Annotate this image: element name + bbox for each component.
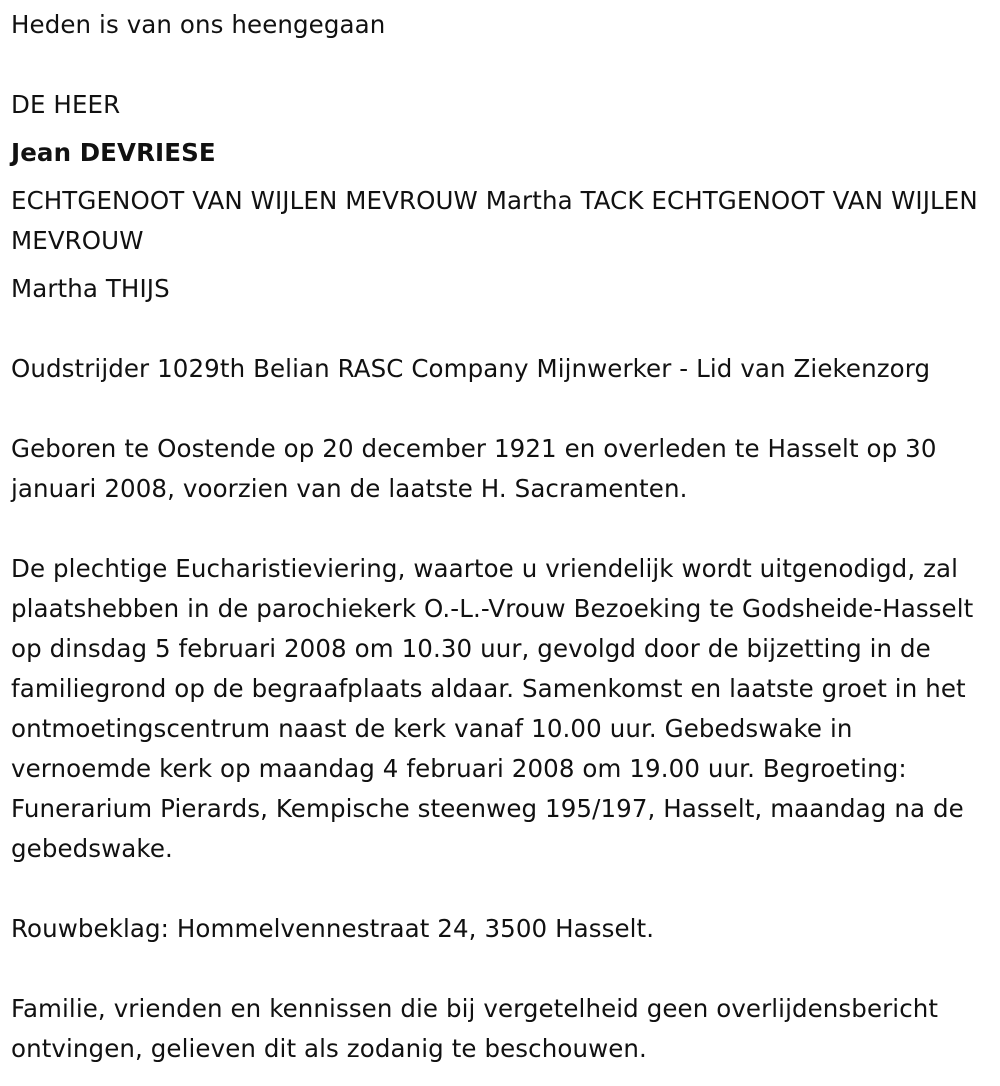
condolence-address: Rouwbeklag: Hommelvennestraat 24, 3500 Hasselt.	[11, 914, 655, 943]
spouse-name: Martha THIJS	[11, 274, 170, 303]
birth-death-text: Geboren te Oostende op 20 december 1921 en overleden te Hasselt op 30 januari 2008, voorzien van de laatste H. Sacramenten.	[11, 434, 937, 503]
closing-text: Familie, vrienden en kennissen die bij vergetelheid geen overlijdensbericht ontvingen, gelieven dit als zodanig te beschouwen.	[11, 994, 939, 1063]
occupation-text: Oudstrijder 1029th Belian RASC Company Mijnwerker - Lid van Ziekenzorg	[11, 354, 931, 383]
spouse-text: ECHTGENOOT VAN WIJLEN MEVROUW Martha TACK ECHTGENOOT VAN WIJLEN MEVROUW	[11, 186, 978, 255]
obituary-notice	[11, 5, 996, 1069]
deceased-name: Jean DEVRIESE	[11, 138, 216, 167]
intro-text: Heden is van ons heengegaan	[11, 10, 386, 39]
ceremony-text: De plechtige Eucharistieviering, waartoe u vriendelijk wordt uitgenodigd, zal plaatshebben in de parochiekerk O.-L.-Vrouw Bezoeking te Godsheide-Hasselt op dinsdag 5 februari 2008 om 10.30 uur, gevolgd door de bijzetting in de familiegrond op de begraafplaats aldaar. Samenkomst en laatste groet in het ontmoetingscentrum naast de kerk vanaf 10.00 uur. Gebedswake in vernoemde kerk op maandag 4 februari 2008 om 19.00 uur. Begroeting: Funerarium Pierards, Kempische steenweg 195/197, Hasselt, maandag na de gebedswake.	[11, 554, 974, 863]
deceased-title: DE HEER	[11, 90, 121, 119]
